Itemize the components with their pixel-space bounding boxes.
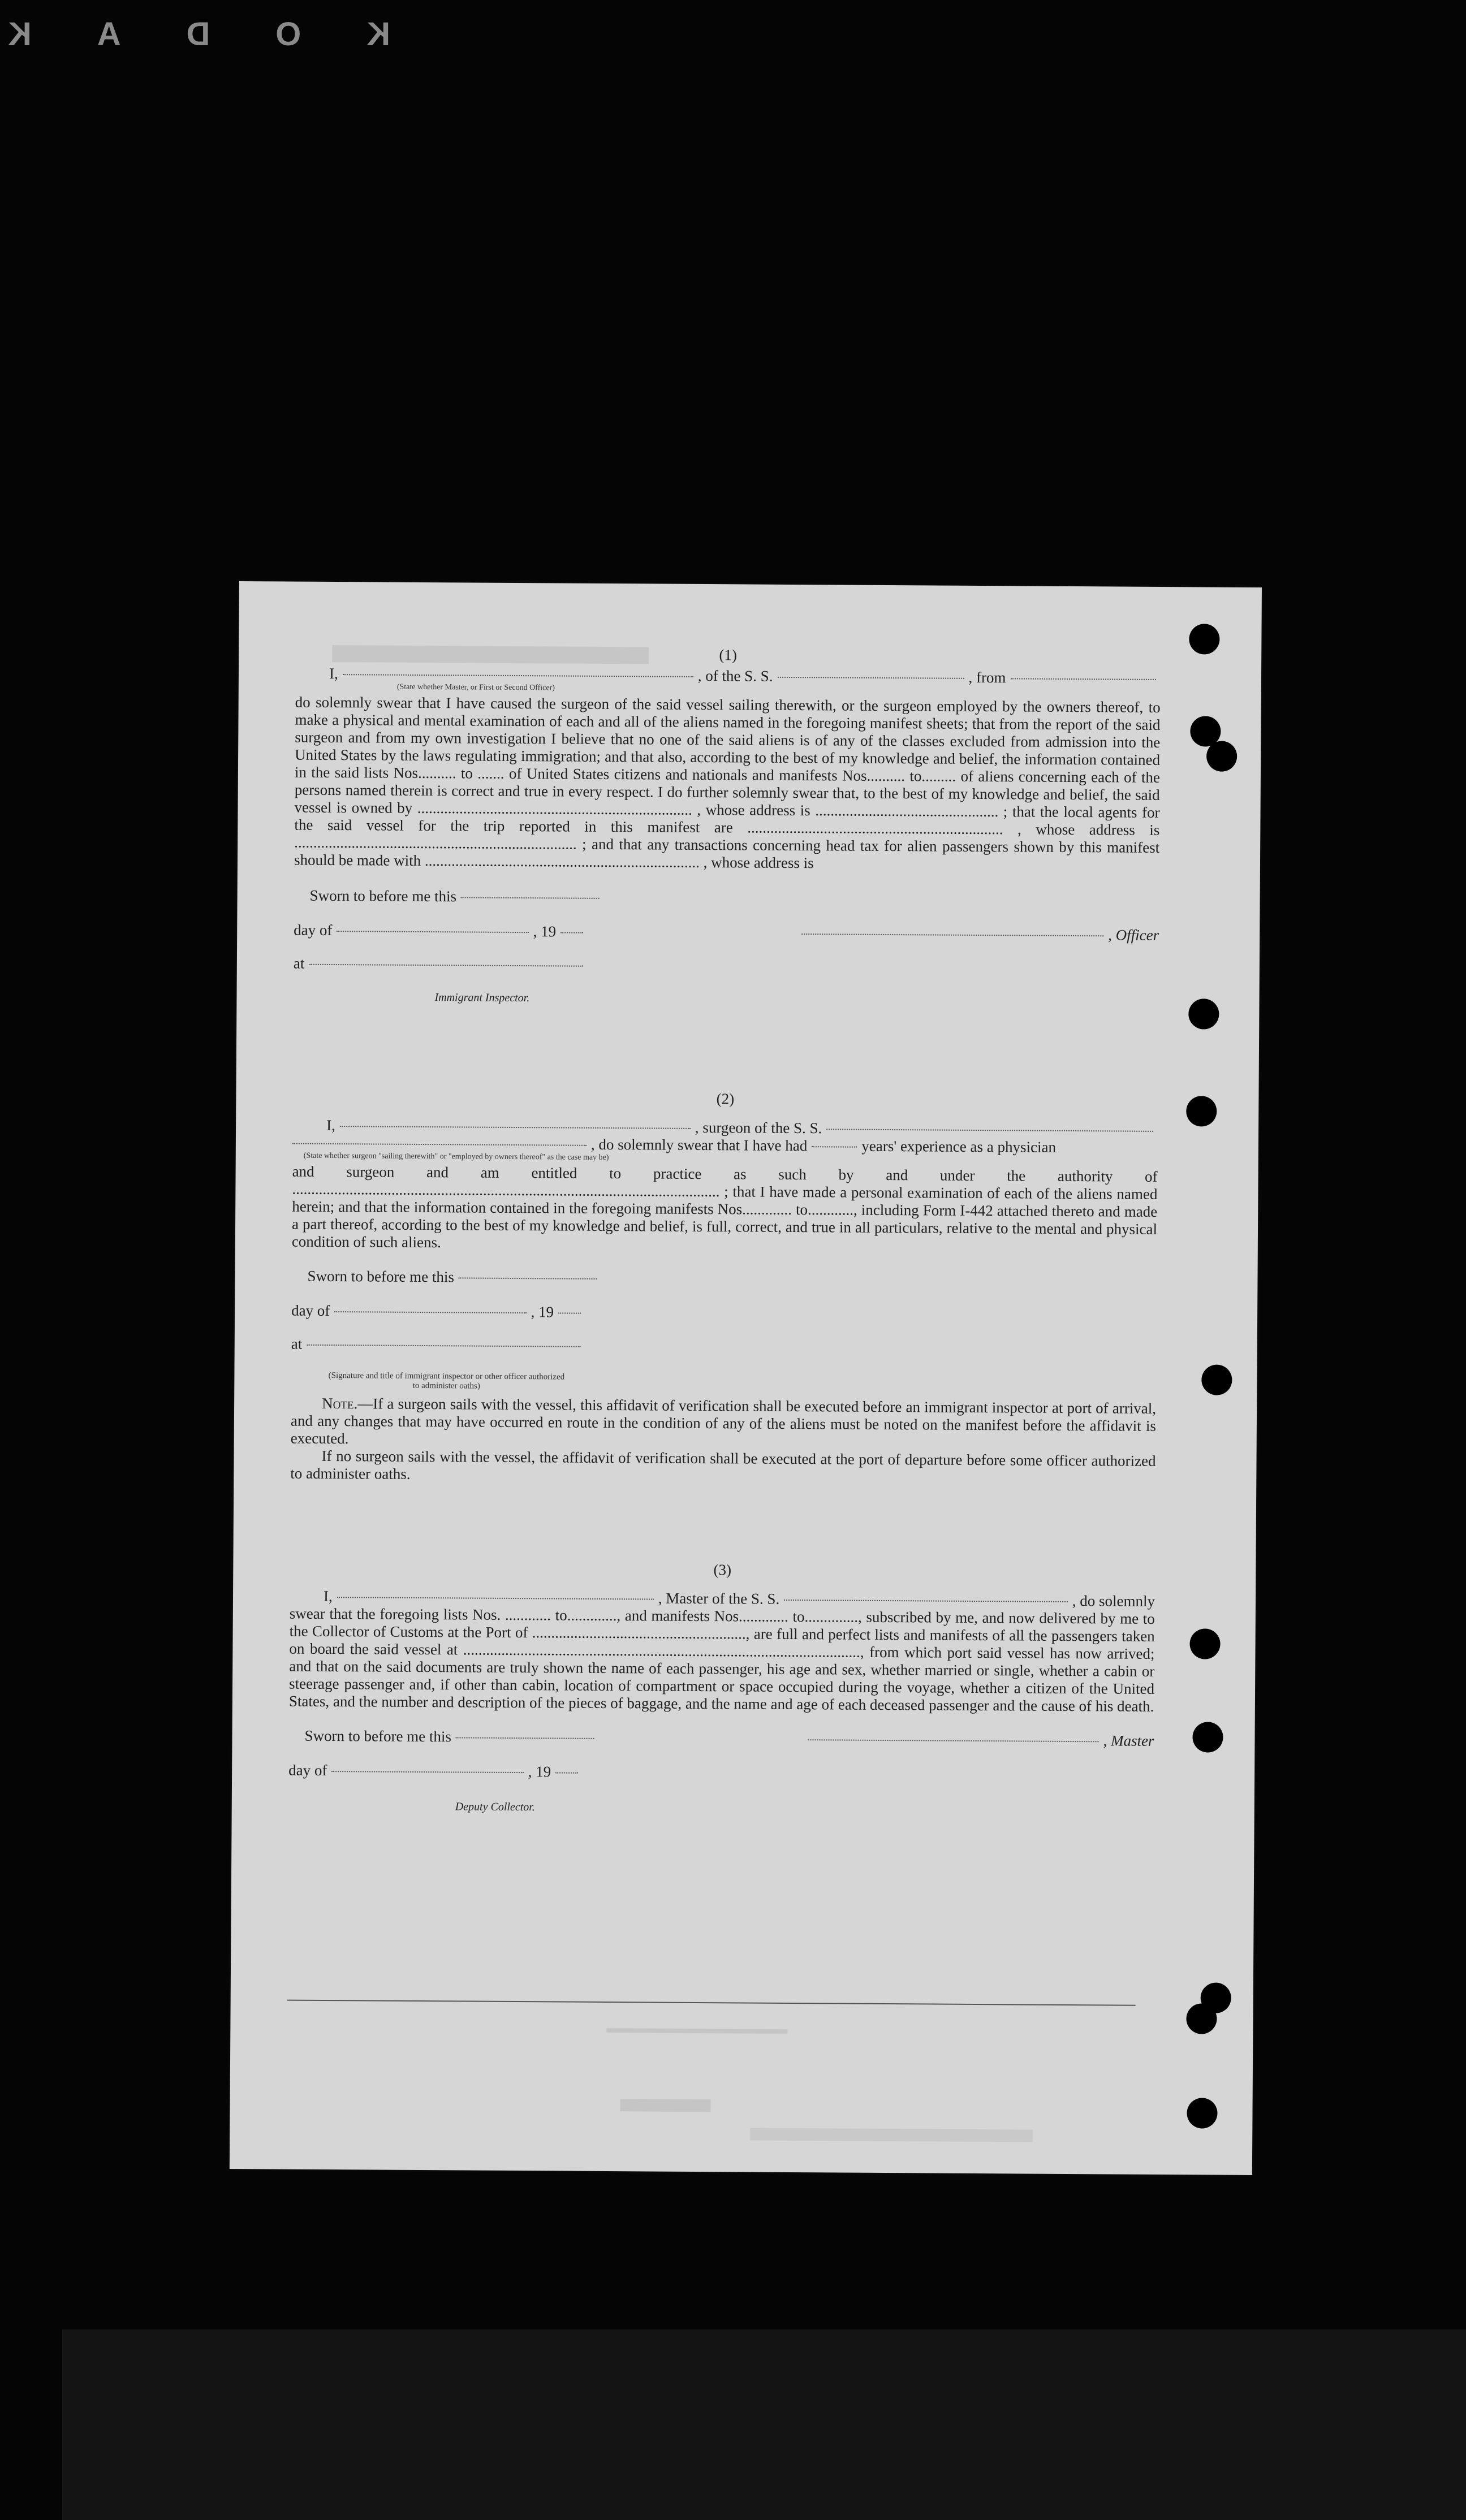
years-experience-label: years' experience as a physician	[861, 1137, 1057, 1156]
punch-hole	[1189, 1628, 1220, 1659]
film-strip-lower	[62, 2329, 1466, 2520]
year-label: , 19	[533, 923, 557, 940]
punch-hole	[1186, 1096, 1217, 1126]
affidavit-form	[288, 644, 1161, 1820]
swear-label: , do solemnly swear that I have had	[590, 1135, 808, 1155]
section-2-at-row	[291, 1335, 585, 1355]
day-of-label: day of	[288, 1761, 327, 1779]
sworn-label: Sworn to before me this	[304, 1727, 452, 1745]
section-2-body: and surgeon and am entitled to practice as such by and under the authority of ................................................................................................................ ; that I have made a personal examination of each of the aliens named herein; and that the information contained in the foregoing manifests Nos............. to............, including Form I-442 attached thereto and made a part thereof, according to the best of my knowledge and belief, is full, correct, and true in all particulars, relative to the mental and physical condition of such aliens.	[291, 1162, 1158, 1251]
film-brand-mark	[6, 11, 390, 57]
section-1-body: do solemnly swear that I have caused the surgeon of the said vessel sailing therewith, or the surgeon employed by the owners thereof, to make a physical and mental examination of each and all of the aliens named in the foregoing manifest sheets; that from the report of the said surgeon and from my own investigation I believe that no one of the said aliens is of any of the classes excluded from admission into the United States by the laws regulating immigration; and that also, according to the best of my knowledge and belief, the information contained in the said lists Nos.......... to ....... of United States citizens and nationals and manifests Nos.......... to......... of aliens concerning each of the persons named therein is correct and true in every respect. I do further solemnly swear that, to the best of my knowledge and belief, the said vessel is owned by ........................................................................ , whose address is ................................................ ; that the local agents for the said vessel for the trip reported in this manifest are ................................................................... , whose address is .......................................................................... ; and that any transactions concerning head tax for alien passengers shown by this manifest should be made with ........................................................................ , whose address is	[294, 693, 1161, 872]
surgeon-status-caption: (State whether surgeon "sailing therewith" or "employed by owners thereof" as the case may be)	[303, 1151, 609, 1162]
at-label: at	[291, 1335, 303, 1352]
from-port-blank[interactable]	[1010, 678, 1156, 680]
vessel-name-blank[interactable]	[826, 1129, 1153, 1132]
at-place-blank[interactable]	[309, 964, 583, 967]
surgeon-status-blank[interactable]	[292, 1143, 587, 1146]
day-of-label: day of	[294, 921, 333, 939]
show-through-text	[620, 2099, 710, 2112]
day-month-blank[interactable]	[334, 1311, 526, 1313]
brand-letter: K	[6, 15, 32, 53]
year-label: , 19	[531, 1303, 554, 1321]
master-of-ss-label: , Master of the S. S.	[658, 1589, 780, 1607]
years-blank[interactable]	[812, 1146, 857, 1147]
sworn-date-blank[interactable]	[459, 1277, 597, 1279]
punch-hole	[1206, 741, 1237, 771]
officer-name-blank[interactable]	[343, 674, 693, 677]
brand-letter: O	[273, 15, 301, 53]
brand-letter: A	[94, 15, 121, 53]
signature-caption: (Signature and title of immigrant inspector or other officer authorized to administer oaths)	[328, 1371, 565, 1391]
oath-i-label: I,	[323, 1587, 333, 1605]
section-3-body: swear that the foregoing lists Nos. ............ to............., and manifests Nos............. to.............., subscribed by me, and now delivered by me to the Collector of Customs at the Port of ........................................................, are full and perfect lists and manifests of all the passengers taken on board the said vessel at ........................................................................................................, from which port said vessel has now arrived; and that on the said documents are truly shown the name of each passenger, his age and sex, whether married or single, whether a cabin or steerage passenger and, if other than cabin, location of compartment or space occupied during the voyage, whether a citizen of the United States, and the number and description of the pieces of baggage, and the name and age of each deceased passenger and the cause of his death.	[288, 1605, 1155, 1715]
punch-hole	[1201, 1364, 1232, 1395]
note-paragraph-2: If no surgeon sails with the vessel, the affidavit of verification shall be executed at the port of departure before some officer authorized to administer oaths.	[290, 1447, 1156, 1482]
brand-letter: D	[184, 15, 210, 53]
officer-label: , Officer	[1108, 926, 1159, 944]
officer-rank-caption: (State whether Master, or First or Second Officer)	[396, 682, 555, 693]
show-through-text	[606, 2028, 787, 2034]
swear-label: , do solemnly	[1072, 1592, 1155, 1610]
surgeon-of-ss-label: , surgeon of the S. S.	[695, 1118, 822, 1137]
section-3-number: (3)	[713, 1561, 732, 1579]
at-place-blank[interactable]	[307, 1345, 581, 1347]
oath-i-label: I,	[329, 664, 338, 682]
day-month-blank[interactable]	[337, 931, 528, 933]
bottom-rule	[287, 2000, 1136, 2006]
officer-signature-blank[interactable]	[801, 933, 1103, 936]
sworn-label: Sworn to before me this	[309, 887, 457, 905]
master-signature-blank[interactable]	[808, 1739, 1098, 1742]
brand-letter: K	[364, 15, 390, 53]
at-label: at	[293, 954, 305, 972]
of-ss-label: , of the S. S.	[697, 667, 773, 685]
section-1-number: (1)	[719, 646, 738, 664]
punch-hole	[1189, 624, 1219, 654]
sworn-label: Sworn to before me this	[307, 1267, 455, 1286]
sworn-date-blank[interactable]	[461, 897, 600, 898]
vessel-name-blank[interactable]	[777, 677, 964, 679]
year-blank[interactable]	[555, 1772, 578, 1773]
year-label: , 19	[528, 1763, 551, 1780]
show-through-text	[750, 2128, 1033, 2142]
section-2-number: (2)	[716, 1090, 735, 1108]
punch-hole	[1188, 999, 1219, 1029]
note-label: Note.	[322, 1394, 358, 1412]
note-text: —If a surgeon sails with the vessel, this affidavit of verification shall be executed before an immigrant inspector at port of arrival, and any changes that may have occurred en route in the condition of any of the aliens must be noted on the manifest before the affidavit is executed.	[290, 1395, 1157, 1447]
section-3-day-row	[288, 1762, 583, 1781]
vessel-name-blank[interactable]	[784, 1600, 1068, 1602]
sworn-date-blank[interactable]	[456, 1737, 594, 1739]
note-paragraph	[291, 1395, 1157, 1453]
day-month-blank[interactable]	[331, 1771, 523, 1773]
punch-hole	[1192, 1722, 1223, 1752]
surgeon-name-blank[interactable]	[340, 1126, 691, 1129]
section-1-at-row	[294, 955, 588, 974]
year-blank[interactable]	[560, 932, 583, 933]
inspector-label: Immigrant Inspector.	[434, 991, 530, 1005]
day-of-label: day of	[291, 1302, 330, 1320]
section-2-day-row	[291, 1302, 585, 1321]
master-name-blank[interactable]	[337, 1597, 654, 1600]
from-label: , from	[968, 668, 1006, 686]
deputy-collector-label: Deputy Collector.	[455, 1800, 535, 1814]
punch-hole	[1186, 2003, 1217, 2034]
oath-i-label: I,	[326, 1116, 335, 1134]
punch-hole	[1187, 2098, 1217, 2128]
year-blank[interactable]	[558, 1312, 581, 1313]
master-label: , Master	[1103, 1732, 1154, 1749]
document-page	[230, 581, 1262, 2175]
